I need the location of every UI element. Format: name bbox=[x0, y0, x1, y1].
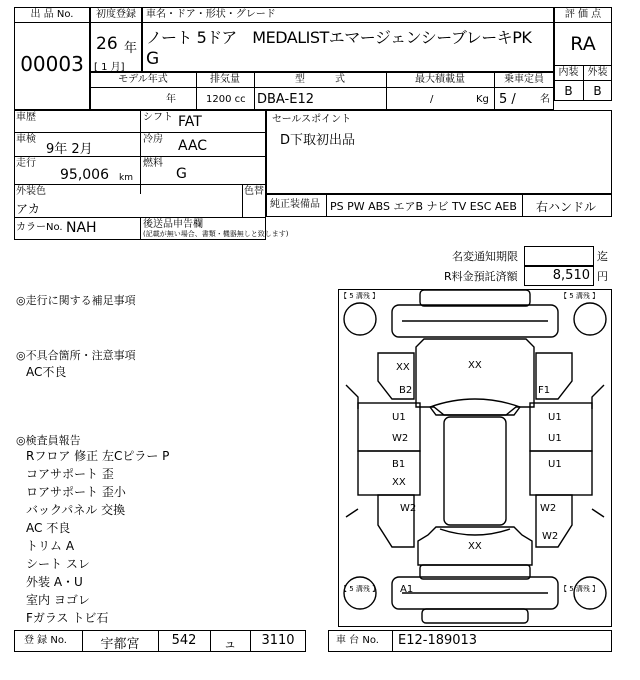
mileage-unit: km bbox=[119, 173, 133, 183]
reg-number: 3110 bbox=[261, 633, 295, 648]
rating-label: 評 価 点 bbox=[564, 9, 602, 20]
color-change-label: 色替 bbox=[244, 186, 264, 197]
max-load-unit: Kg bbox=[476, 94, 489, 105]
damage-mark: XX bbox=[468, 360, 482, 371]
damage-mark: XX bbox=[392, 477, 406, 488]
damage-mark: B1 bbox=[392, 459, 406, 470]
model-year-label: モデル年式 bbox=[118, 74, 168, 85]
color-no-label: カラーNo. bbox=[16, 222, 63, 233]
recycle-value: 8,510 bbox=[552, 268, 590, 283]
damage-mark: XX bbox=[396, 362, 410, 373]
damage-mark: U1 bbox=[392, 412, 406, 423]
exterior-grade: B bbox=[593, 84, 602, 98]
tread-depth-fl: 【 5 溝残 】 bbox=[340, 292, 380, 300]
damage-mark: F1 bbox=[538, 385, 551, 396]
max-load-sep: / bbox=[430, 94, 434, 105]
displacement-value: 1200 cc bbox=[206, 94, 246, 105]
reg-area: 宇都宮 bbox=[100, 637, 140, 652]
fuel-value: G bbox=[176, 166, 187, 182]
inspector-item: AC 不良 bbox=[26, 521, 71, 535]
name-change-label: 名変通知期限 bbox=[452, 250, 518, 263]
reg-label: 登 録 No. bbox=[24, 635, 67, 646]
capacity-value: 5 / bbox=[499, 92, 516, 107]
damage-mark: B2 bbox=[399, 385, 413, 396]
inspector-item: Fガラス トビ石 bbox=[26, 611, 109, 625]
aircon-label: 冷房 bbox=[143, 134, 163, 145]
type-label: 型 式 bbox=[295, 74, 345, 85]
reg-class: 542 bbox=[171, 633, 197, 648]
docs-note: (記載が無い場合、書類・機器無しと致します) bbox=[143, 230, 289, 238]
damage-mark: W2 bbox=[392, 433, 409, 444]
color-value: アカ bbox=[16, 202, 40, 216]
first-reg-year-unit: 年 bbox=[124, 41, 138, 56]
interior-grade: B bbox=[564, 84, 573, 98]
model-label: 車名・ドア・形状・グレード bbox=[146, 9, 276, 20]
tread-depth-fr: 【 5 溝残 】 bbox=[560, 292, 600, 300]
equipment-value: PS PW ABS エアB ナビ TV ESC AEB bbox=[330, 200, 517, 213]
reg-kana: ュ bbox=[223, 637, 237, 652]
aircon-value: AAC bbox=[178, 138, 208, 154]
model-year-unit: 年 bbox=[166, 94, 176, 105]
model-line1: ノート 5ドア MEDALISTエマージェンシーブレーキPK bbox=[146, 28, 532, 47]
chassis-value: E12-189013 bbox=[398, 633, 478, 648]
equipment-label: 純正装備品 bbox=[270, 199, 320, 210]
inspector-item: コアサポート 歪 bbox=[26, 467, 114, 481]
driving-notes-title: ◎走行に関する補足事項 bbox=[16, 294, 136, 307]
shift-label: シフト bbox=[143, 112, 173, 123]
tread-depth-rl: 【 5 溝残 】 bbox=[340, 585, 380, 593]
first-reg-label: 初度登録 bbox=[96, 9, 136, 20]
tread-depth-rr: 【 5 溝残 】 bbox=[560, 585, 600, 593]
inspector-item: 室内 ヨゴレ bbox=[26, 593, 90, 607]
exterior-label: 外装 bbox=[587, 67, 608, 78]
inspector-title: ◎検査員報告 bbox=[16, 434, 81, 447]
first-reg-year: 26 bbox=[96, 34, 118, 54]
type-value: DBA-E12 bbox=[257, 92, 314, 107]
damage-mark: U1 bbox=[548, 459, 562, 470]
steering-value: 右ハンドル bbox=[536, 200, 597, 214]
inspector-item: シート スレ bbox=[26, 557, 90, 571]
sales-point-value: D下取初出品 bbox=[280, 133, 356, 148]
damage-mark: XX bbox=[468, 541, 482, 552]
capacity-unit: 名 bbox=[540, 94, 550, 105]
damage-mark: W2 bbox=[542, 531, 559, 542]
sales-point-label: セールスポイント bbox=[272, 114, 352, 125]
defects-title: ◎不具合箇所・注意事項 bbox=[16, 349, 136, 362]
chassis-label: 車 台 No. bbox=[336, 635, 379, 646]
history-label: 車歴 bbox=[16, 112, 36, 123]
lot-number: 00003 bbox=[20, 52, 84, 76]
car-damage-diagram bbox=[338, 289, 612, 627]
inspection-label: 車検 bbox=[16, 134, 36, 145]
lot-label: 出 品 No. bbox=[30, 9, 74, 20]
damage-mark: U1 bbox=[548, 412, 562, 423]
interior-label: 内装 bbox=[558, 67, 579, 78]
color-no-value: NAH bbox=[66, 220, 97, 236]
name-change-unit: 迄 bbox=[597, 250, 608, 263]
inspection-value: 9年 2月 bbox=[46, 142, 93, 157]
defect-item: AC不良 bbox=[26, 365, 67, 379]
damage-mark: W2 bbox=[540, 503, 557, 514]
inspector-item: 外装 A・U bbox=[26, 575, 83, 589]
displacement-label: 排気量 bbox=[210, 74, 240, 85]
model-line2: G bbox=[146, 49, 160, 69]
name-change-field bbox=[524, 246, 594, 266]
docs-label: 後送品申告欄 bbox=[143, 219, 203, 230]
inspector-item: バックパネル 交換 bbox=[26, 503, 126, 517]
color-label: 外装色 bbox=[16, 186, 46, 197]
rating-value: RA bbox=[570, 33, 596, 55]
inspector-item: ロアサポート 歪小 bbox=[26, 485, 126, 499]
mileage-value: 95,006 bbox=[60, 167, 109, 183]
damage-mark: A1 bbox=[400, 584, 414, 595]
damage-mark: U1 bbox=[548, 433, 562, 444]
capacity-label: 乗車定員 bbox=[504, 74, 544, 85]
inspector-item: トリム A bbox=[26, 539, 75, 553]
mileage-label: 走行 bbox=[16, 158, 36, 169]
shift-value: FAT bbox=[178, 114, 202, 130]
recycle-unit: 円 bbox=[597, 270, 608, 283]
fuel-label: 燃料 bbox=[143, 158, 163, 169]
inspector-item: Rフロア 修正 左Cピラー P bbox=[26, 449, 170, 463]
damage-mark: W2 bbox=[400, 503, 417, 514]
max-load-label: 最大積載量 bbox=[415, 74, 465, 85]
first-reg-month: [ 1 月] bbox=[94, 62, 125, 73]
recycle-label: R料金預託済額 bbox=[444, 270, 518, 283]
